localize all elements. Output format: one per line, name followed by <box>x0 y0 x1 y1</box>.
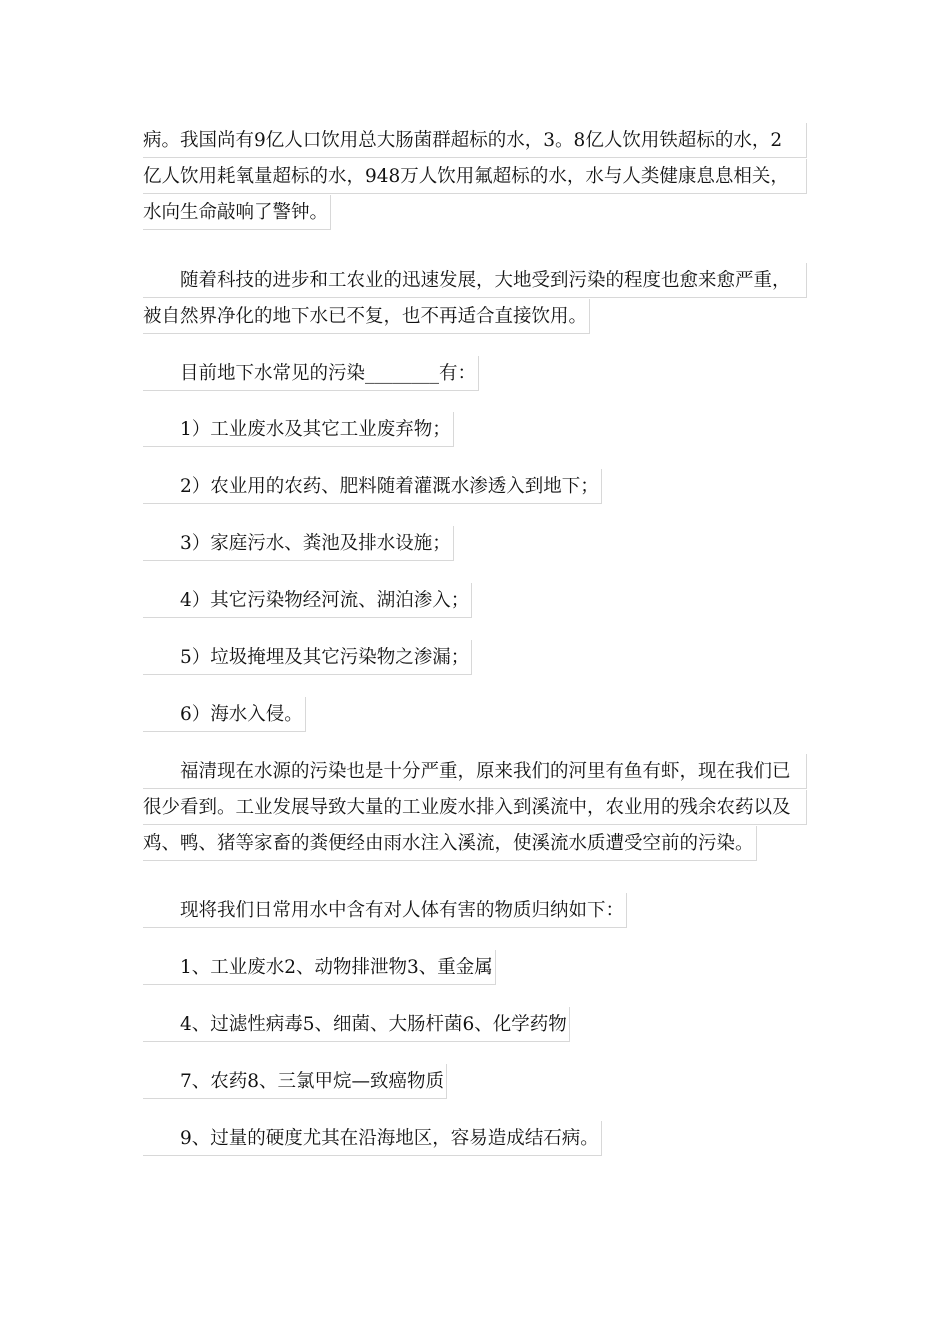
text-line: 4、过滤性病毒5、细菌、大肠杆菌6、化学药物 <box>143 1007 808 1043</box>
paragraph-pollution-sources-intro <box>143 356 808 392</box>
text-line: 福清现在水源的污染也是十分严重，原来我们的河里有鱼有虾，现在我们已 <box>143 754 808 790</box>
text-line: 亿人饮用耗氧量超标的水，948万人饮用氟超标的水，水与人类健康息息相关， <box>143 159 808 195</box>
paragraph-groundwater-pollution <box>143 263 808 335</box>
text-line: 水向生命敲响了警钟。 <box>143 195 808 231</box>
list-item-source-5 <box>143 640 808 676</box>
text-line: 7、农药8、三氯甲烷—致癌物质 <box>143 1064 808 1100</box>
list-item-source-2 <box>143 469 808 505</box>
text-line: 1）工业废水及其它工业废弃物； <box>143 412 808 448</box>
text-line: 很少看到。工业发展导致大量的工业废水排入到溪流中，农业用的残余农药以及 <box>143 790 808 826</box>
list-item-substances-7-8 <box>143 1064 808 1100</box>
paragraph-harmful-substances-intro <box>143 893 808 929</box>
text-line: 2）农业用的农药、肥料随着灌溉水渗透入到地下； <box>143 469 808 505</box>
list-item-source-1 <box>143 412 808 448</box>
text-line: 6）海水入侵。 <box>143 697 808 733</box>
list-item-substances-1-3 <box>143 950 808 986</box>
list-item-substances-9 <box>143 1121 808 1157</box>
text-line: 现将我们日常用水中含有对人体有害的物质归纳如下： <box>143 893 808 929</box>
paragraph-fuqing-pollution <box>143 754 808 862</box>
text-line: 目前地下水常见的污染________有： <box>143 356 808 392</box>
text-line: 3）家庭污水、粪池及排水设施； <box>143 526 808 562</box>
list-item-source-3 <box>143 526 808 562</box>
paragraph-water-statistics <box>143 123 808 231</box>
text-line: 1、工业废水2、动物排泄物3、重金属 <box>143 950 808 986</box>
text-line: 鸡、鸭、猪等家畜的粪便经由雨水注入溪流，使溪流水质遭受空前的污染。 <box>143 826 808 862</box>
list-item-source-4 <box>143 583 808 619</box>
text-line: 9、过量的硬度尤其在沿海地区，容易造成结石病。 <box>143 1121 808 1157</box>
text-line: 4）其它污染物经河流、湖泊渗入； <box>143 583 808 619</box>
text-line: 被自然界净化的地下水已不复，也不再适合直接饮用。 <box>143 299 808 335</box>
text-line: 病。我国尚有9亿人口饮用总大肠菌群超标的水，3。8亿人饮用铁超标的水，2 <box>143 123 808 159</box>
text-line: 5）垃圾掩埋及其它污染物之渗漏； <box>143 640 808 676</box>
list-item-source-6 <box>143 697 808 733</box>
text-line: 随着科技的进步和工农业的迅速发展，大地受到污染的程度也愈来愈严重， <box>143 263 808 299</box>
list-item-substances-4-6 <box>143 1007 808 1043</box>
